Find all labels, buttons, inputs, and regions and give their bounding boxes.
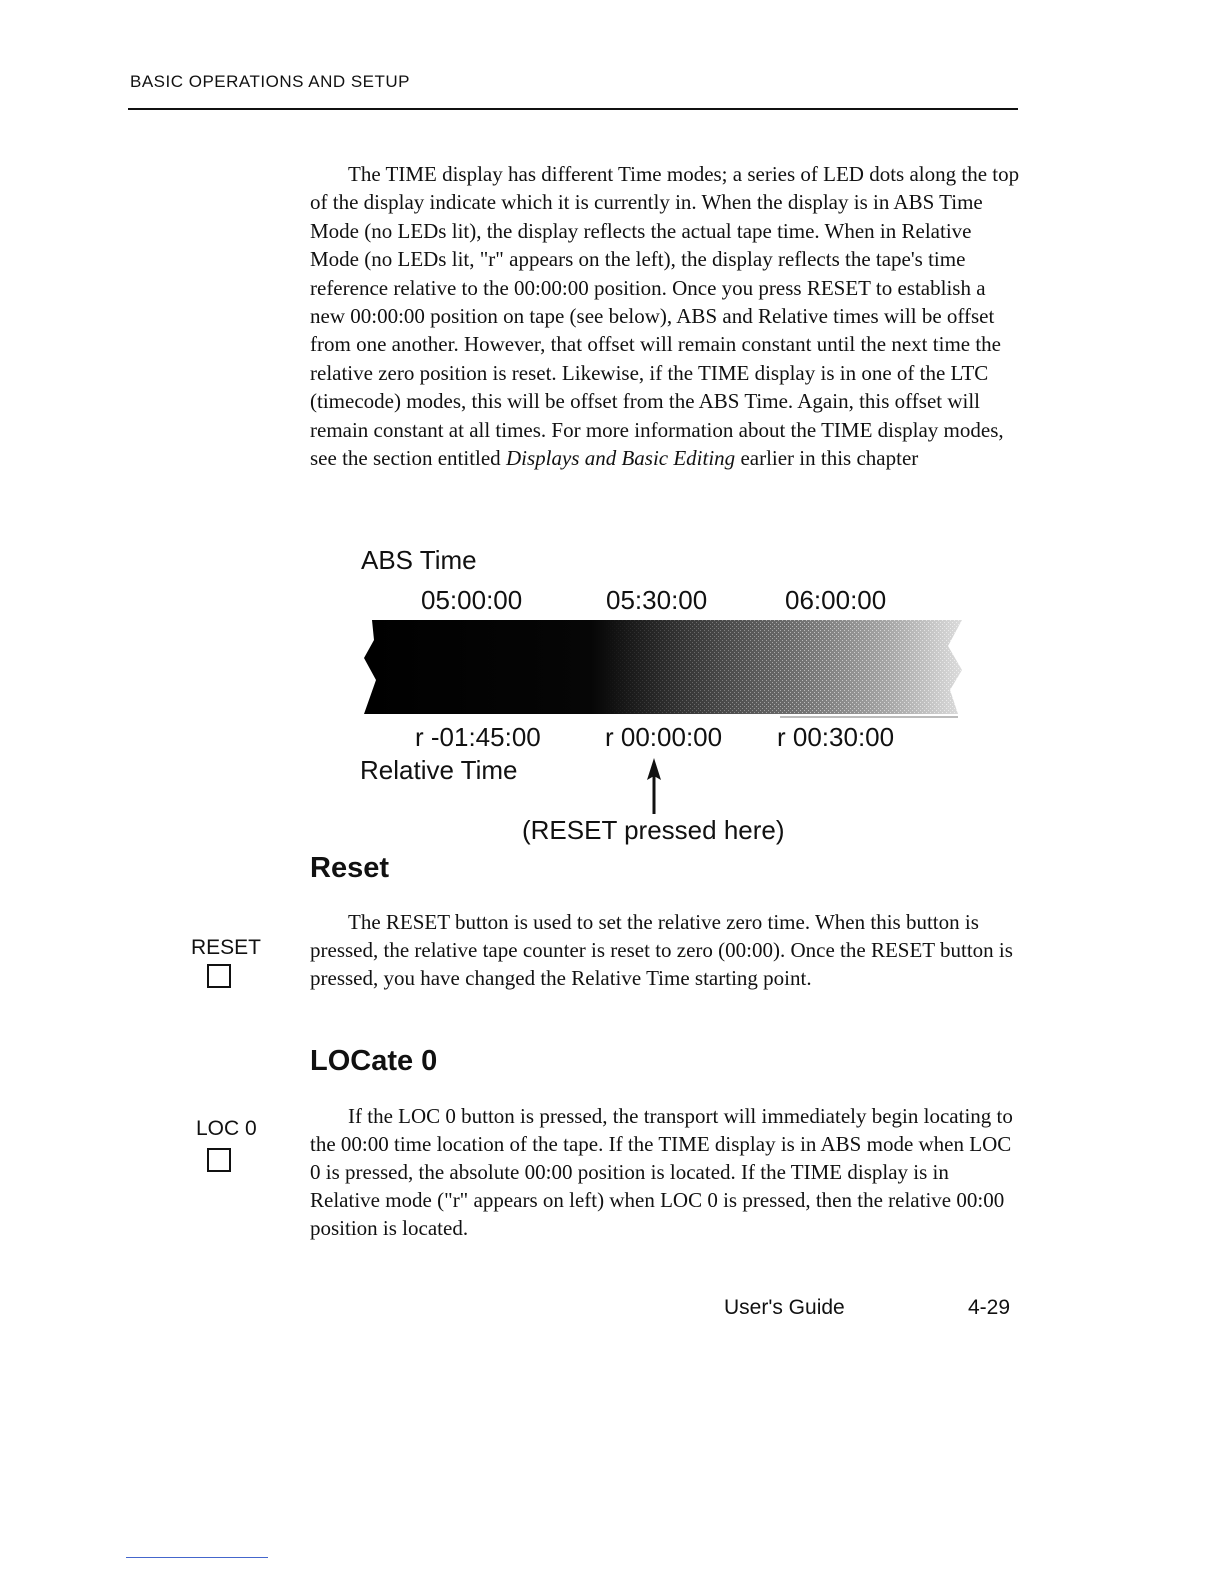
running-header: BASIC OPERATIONS AND SETUP <box>130 72 411 91</box>
reset-arrow-icon <box>644 758 664 816</box>
rel-time-1: r -01:45:00 <box>415 722 541 752</box>
loc0-button-icon <box>207 1148 231 1172</box>
reset-button-icon <box>207 964 231 988</box>
footer-guide: User's Guide <box>724 1296 845 1319</box>
relative-time-label: Relative Time <box>360 755 518 785</box>
reset-heading: Reset <box>310 852 389 884</box>
reset-margin-label: RESET <box>191 936 262 959</box>
intro-text-end: earlier in this chapter <box>735 446 919 471</box>
intro-text: The TIME display has different Time modes; a series of LED dots along the top of the display indicate which it is currently in. When the display is in ABS Time Mode (no LEDs lit), the display reflects the actual tape time. When in Relative Mode (no LEDs lit, "r" appears on the left), the display reflects the tape's time reference relative to the 00:00:00 position. Once you press RESET to establish a new 00:00:00 position on tape (see below), ABS and Relative times will be offset from one another. However, that offset will remain constant until the next time the relative zero position is reset. Likewise, if the TIME display is in one of the LTC (timecode) modes, this will be offset from the ABS Time. Again, this offset will remain constant at all times. For more information about the TIME display modes, see the section entitled <box>310 162 1020 471</box>
loc0-margin-label: LOC 0 <box>196 1117 257 1140</box>
locate-heading: LOCate 0 <box>310 1045 438 1077</box>
footer-page-number: 4-29 <box>968 1296 1011 1319</box>
abs-time-1: 05:00:00 <box>421 585 523 615</box>
reset-text: The RESET button is used to set the relative zero time. When this button is pressed, the relative tape counter is reset to zero (00:00). Once the RESET button is pressed, you have changed the Relative Time starting point. <box>310 910 1013 990</box>
abs-time-3: 06:00:00 <box>785 585 887 615</box>
abs-time-label: ABS Time <box>361 545 477 575</box>
tape-diagram <box>360 618 965 720</box>
abs-time-2: 05:30:00 <box>606 585 708 615</box>
intro-paragraph <box>310 160 1022 472</box>
reset-paragraph <box>310 908 1022 992</box>
header-rule <box>128 108 1018 110</box>
rel-time-3: r 00:30:00 <box>777 722 895 752</box>
locate-paragraph <box>310 1102 1022 1242</box>
locate-text: If the LOC 0 button is pressed, the transport will immediately begin locating to the 00:00 time location of the tape. If the TIME display is in ABS mode when LOC 0 is pressed, the absolute 00:00 position is located. If the TIME display is in Relative mode ("r" appears on left) when LOC 0 is pressed, then the relative 00:00 position is located. <box>310 1104 1013 1240</box>
rel-time-2: r 00:00:00 <box>605 722 723 752</box>
bottom-rule <box>126 1557 268 1558</box>
intro-italic-ref: Displays and Basic Editing <box>505 446 736 471</box>
reset-note: (RESET pressed here) <box>522 815 785 845</box>
